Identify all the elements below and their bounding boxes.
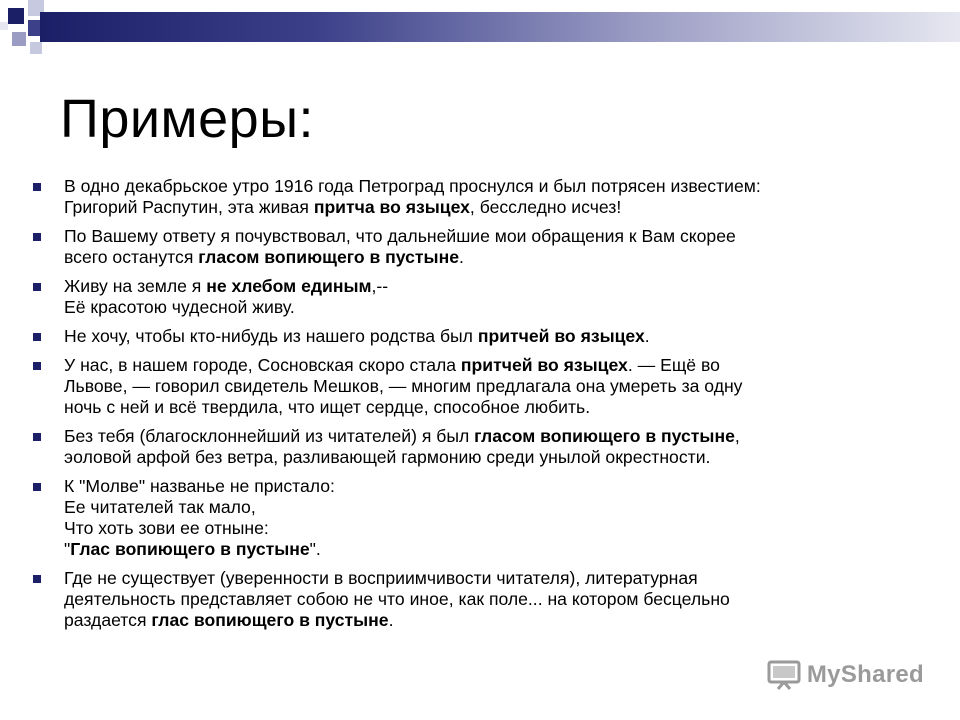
bullet-square-icon bbox=[33, 183, 41, 191]
bullet-list bbox=[30, 176, 910, 639]
bullet-item bbox=[30, 326, 910, 347]
bullet-item bbox=[30, 276, 910, 318]
bullet-line bbox=[64, 355, 910, 376]
text-segment: Григорий Распутин, эта живая bbox=[64, 197, 314, 217]
bullet-line bbox=[64, 497, 910, 518]
bullet-line bbox=[64, 610, 910, 631]
text-segment: Где не существует (уверенности в восприимчивости читателя), литературная bbox=[64, 568, 698, 588]
text-segment: ночь с ней и всё твердила, что ищет сердце, способное любить. bbox=[64, 397, 591, 417]
idiom-highlight: Глас вопиющего в пустыне bbox=[70, 539, 310, 559]
bullet-square-icon bbox=[33, 433, 41, 441]
text-segment: Не хочу, чтобы кто-нибудь из нашего родства был bbox=[64, 326, 478, 346]
bullet-square-icon bbox=[33, 483, 41, 491]
watermark-text: MyShared bbox=[806, 661, 924, 688]
bullet-item bbox=[30, 426, 910, 468]
bullet-line bbox=[64, 539, 910, 560]
bullet-square-icon bbox=[33, 362, 41, 370]
text-segment: деятельность представляет собою не что иное, как поле... на котором бесцельно bbox=[64, 589, 730, 609]
bullet-square-icon bbox=[33, 333, 41, 341]
bullet-line bbox=[64, 276, 910, 297]
bullet-line bbox=[64, 397, 910, 418]
bullet-line bbox=[64, 476, 910, 497]
idiom-highlight: гласом вопиющего в пустыне bbox=[198, 247, 459, 267]
idiom-highlight: глас вопиющего в пустыне bbox=[151, 610, 389, 630]
text-segment: ,-- bbox=[371, 276, 389, 296]
projector-screen-icon bbox=[767, 660, 801, 690]
idiom-highlight: не хлебом единым bbox=[206, 276, 372, 296]
bullet-square-icon bbox=[33, 233, 41, 241]
text-segment: Львове, — говорил свидетель Мешков, — многим предлагала она умереть за одну bbox=[64, 376, 743, 396]
idiom-highlight: гласом вопиющего в пустыне bbox=[474, 426, 735, 446]
text-segment: раздается bbox=[64, 610, 152, 630]
bullet-square-icon bbox=[33, 575, 41, 583]
header-band bbox=[40, 12, 960, 42]
text-segment: Живу на земле я bbox=[64, 276, 207, 296]
bullet-item bbox=[30, 476, 910, 560]
watermark-logo bbox=[767, 660, 924, 690]
idiom-highlight: притчей во языцех bbox=[477, 326, 645, 346]
text-segment: ". bbox=[309, 539, 321, 559]
idiom-highlight: притча во языцех bbox=[313, 197, 470, 217]
bullet-line bbox=[64, 176, 910, 197]
text-segment: В одно декабрьское утро 1916 года Петроград проснулся и был потрясен известием: bbox=[64, 176, 761, 196]
bullet-line bbox=[64, 589, 910, 610]
text-segment: У нас, в нашем городе, Сосновская скоро стала bbox=[64, 355, 461, 375]
text-segment: , бесследно исчез! bbox=[469, 197, 622, 217]
text-segment: Что хоть зови ее отныне: bbox=[64, 518, 269, 538]
bullet-square-icon bbox=[33, 283, 41, 291]
slide-title: Примеры: bbox=[60, 89, 315, 149]
text-segment: эоловой арфой без ветра, разливающей гармонию среди унылой окрестности. bbox=[64, 447, 711, 467]
text-segment: всего останутся bbox=[64, 247, 199, 267]
text-segment: . bbox=[644, 326, 650, 346]
bullet-item bbox=[30, 176, 910, 218]
text-segment: Её красотою чудесной живу. bbox=[64, 297, 295, 317]
idiom-highlight: притчей во языцех bbox=[460, 355, 628, 375]
bullet-line bbox=[64, 518, 910, 539]
text-segment: . bbox=[388, 610, 394, 630]
text-segment: . — Ещё во bbox=[627, 355, 720, 375]
text-segment: Без тебя (благосклоннейший из читателей) я был bbox=[64, 426, 475, 446]
text-segment: , bbox=[734, 426, 740, 446]
bullet-line bbox=[64, 568, 910, 589]
bullet-item bbox=[30, 568, 910, 631]
bullet-line bbox=[64, 226, 910, 247]
bullet-line bbox=[64, 247, 910, 268]
bullet-line bbox=[64, 426, 910, 447]
bullet-line bbox=[64, 297, 910, 318]
bullet-line bbox=[64, 447, 910, 468]
text-segment: По Вашему ответу я почувствовал, что дальнейшие мои обращения к Вам скорее bbox=[64, 226, 736, 246]
bullet-line bbox=[64, 376, 910, 397]
text-segment: . bbox=[458, 247, 464, 267]
text-segment: " bbox=[64, 539, 71, 559]
bullet-item bbox=[30, 226, 910, 268]
bullet-item bbox=[30, 355, 910, 418]
text-segment: К "Молве" названье не пристало: bbox=[64, 476, 335, 496]
text-segment: Ее читателей так мало, bbox=[64, 497, 256, 517]
bullet-line bbox=[64, 326, 910, 347]
bullet-line bbox=[64, 197, 910, 218]
